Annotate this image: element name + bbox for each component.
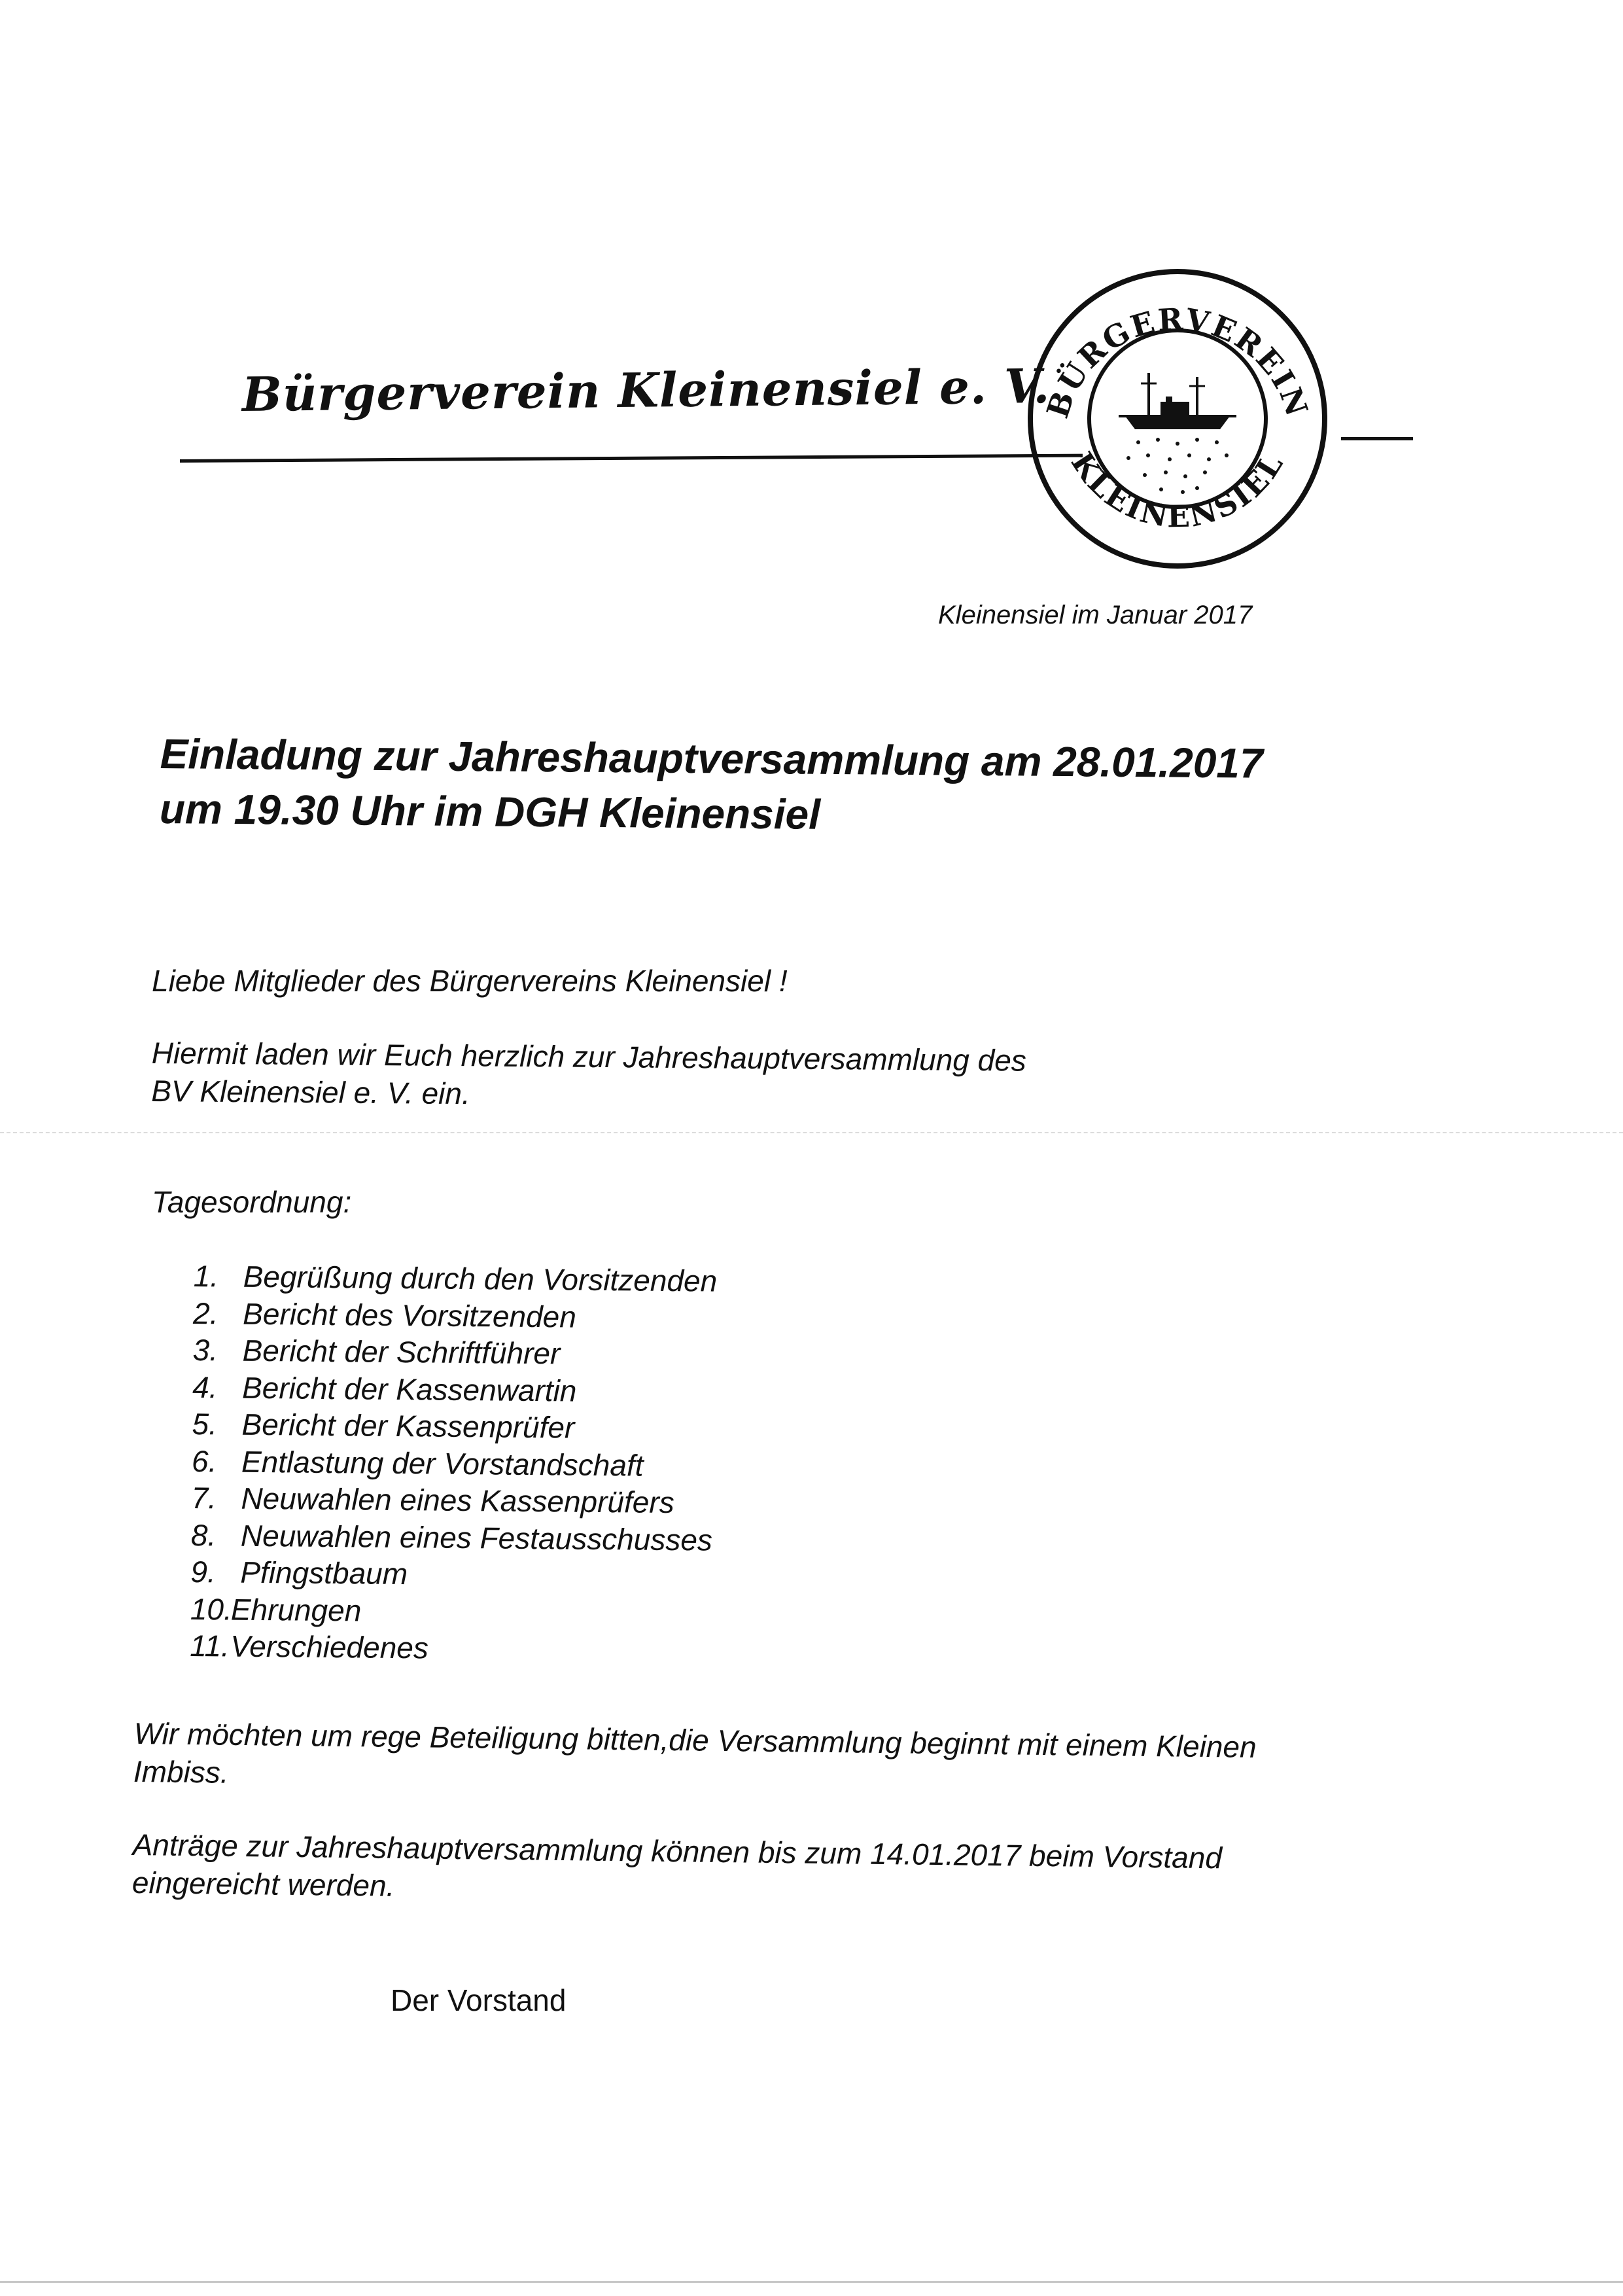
agenda-item-number: 7. xyxy=(191,1480,217,1515)
agenda-item-text: Pfingstbaum xyxy=(240,1555,408,1591)
agenda-item-text: Neuwahlen eines Festausschusses xyxy=(240,1518,713,1557)
agenda-item-text: Entlastung der Vorstandschaft xyxy=(241,1444,644,1483)
agenda-item-number: 2. xyxy=(192,1296,218,1330)
header-underline-right xyxy=(1341,437,1413,440)
motions-line-1: Anträge zur Jahreshauptversammlung können bis zum 14.01.2017 beim Vorstand xyxy=(132,1827,1223,1875)
title-line-1: Einladung zur Jahreshauptversammlung am 28.01.2017 xyxy=(160,730,1263,787)
agenda-item-number: 8. xyxy=(190,1517,217,1552)
agenda-item-number: 6. xyxy=(191,1443,217,1478)
title-line-2: um 19.30 Uhr im DGH Kleinensiel xyxy=(159,785,821,838)
agenda-item xyxy=(191,1516,715,1558)
agenda-item xyxy=(192,1405,716,1447)
agenda-item xyxy=(193,1258,717,1299)
agenda-item-number: 10. xyxy=(190,1591,233,1627)
intro-line-2: BV Kleinensiel e. V. ein. xyxy=(151,1073,470,1111)
intro-paragraph xyxy=(151,1034,1026,1118)
svg-text:KLEINENSIEL xyxy=(1064,446,1291,534)
intro-line-1: Hiermit laden wir Euch herzlich zur Jahreshauptversammlung des xyxy=(151,1035,1027,1078)
water-icon xyxy=(1126,438,1229,494)
agenda-item xyxy=(190,1553,714,1595)
header-underline xyxy=(180,454,1083,463)
agenda-item-text: Begrüßung durch den Vorsitzenden xyxy=(243,1259,718,1298)
participation-paragraph xyxy=(133,1714,1257,1804)
seal-top-text: BÜRGERVEREIN xyxy=(1039,301,1316,423)
agenda-item-number: 1. xyxy=(193,1258,219,1294)
agenda-list xyxy=(190,1258,717,1669)
agenda-item-number: 11. xyxy=(190,1628,230,1663)
signature: Der Vorstand xyxy=(391,1983,567,2017)
club-name-header: Bürgerverein Kleinensiel e. V. xyxy=(241,358,1051,422)
agenda-item xyxy=(193,1294,717,1336)
participation-line-1: Wir möchten um rege Beteiligung bitten,die Versammlung beginnt mit einem Kleinen xyxy=(133,1716,1257,1764)
agenda-item-text: Bericht der Schriftführer xyxy=(242,1333,561,1371)
agenda-item-text: Neuwahlen eines Kassenprüfers xyxy=(241,1481,674,1520)
agenda-item xyxy=(190,1627,714,1669)
participation-line-2: Imbiss. xyxy=(133,1754,229,1790)
dateline: Kleinensiel im Januar 2017 xyxy=(938,601,1253,629)
agenda-item-text: Ehrungen xyxy=(230,1592,362,1627)
motions-paragraph xyxy=(132,1826,1223,1915)
agenda-item xyxy=(192,1332,716,1373)
agenda-item-number: 9. xyxy=(190,1554,217,1589)
greeting: Liebe Mitglieder des Bürgervereins Kleinensiel ! xyxy=(152,964,788,998)
agenda-item-number: 4. xyxy=(192,1369,218,1404)
seal-bottom-text: KLEINENSIEL xyxy=(1064,446,1291,535)
agenda-item xyxy=(192,1368,716,1410)
agenda-item-text: Bericht der Kassenprüfer xyxy=(241,1407,575,1445)
invitation-title xyxy=(160,726,1263,846)
agenda-item xyxy=(190,1590,714,1632)
agenda-item-number: 5. xyxy=(192,1406,218,1441)
motions-line-2: eingereicht werden. xyxy=(131,1865,395,1903)
agenda-label: Tagesordnung: xyxy=(152,1185,352,1219)
agenda-item-number: 3. xyxy=(192,1332,218,1368)
page-bottom-edge xyxy=(0,2281,1623,2283)
agenda-item-text: Bericht des Vorsitzenden xyxy=(242,1296,577,1334)
agenda-item-text: Bericht der Kassenwartin xyxy=(241,1370,577,1408)
ship-icon xyxy=(1119,373,1236,429)
club-seal xyxy=(1021,262,1335,576)
fold-line xyxy=(0,1132,1623,1133)
agenda-item-text: Verschiedenes xyxy=(230,1629,429,1665)
agenda-item xyxy=(192,1442,716,1484)
agenda-item xyxy=(191,1479,715,1521)
